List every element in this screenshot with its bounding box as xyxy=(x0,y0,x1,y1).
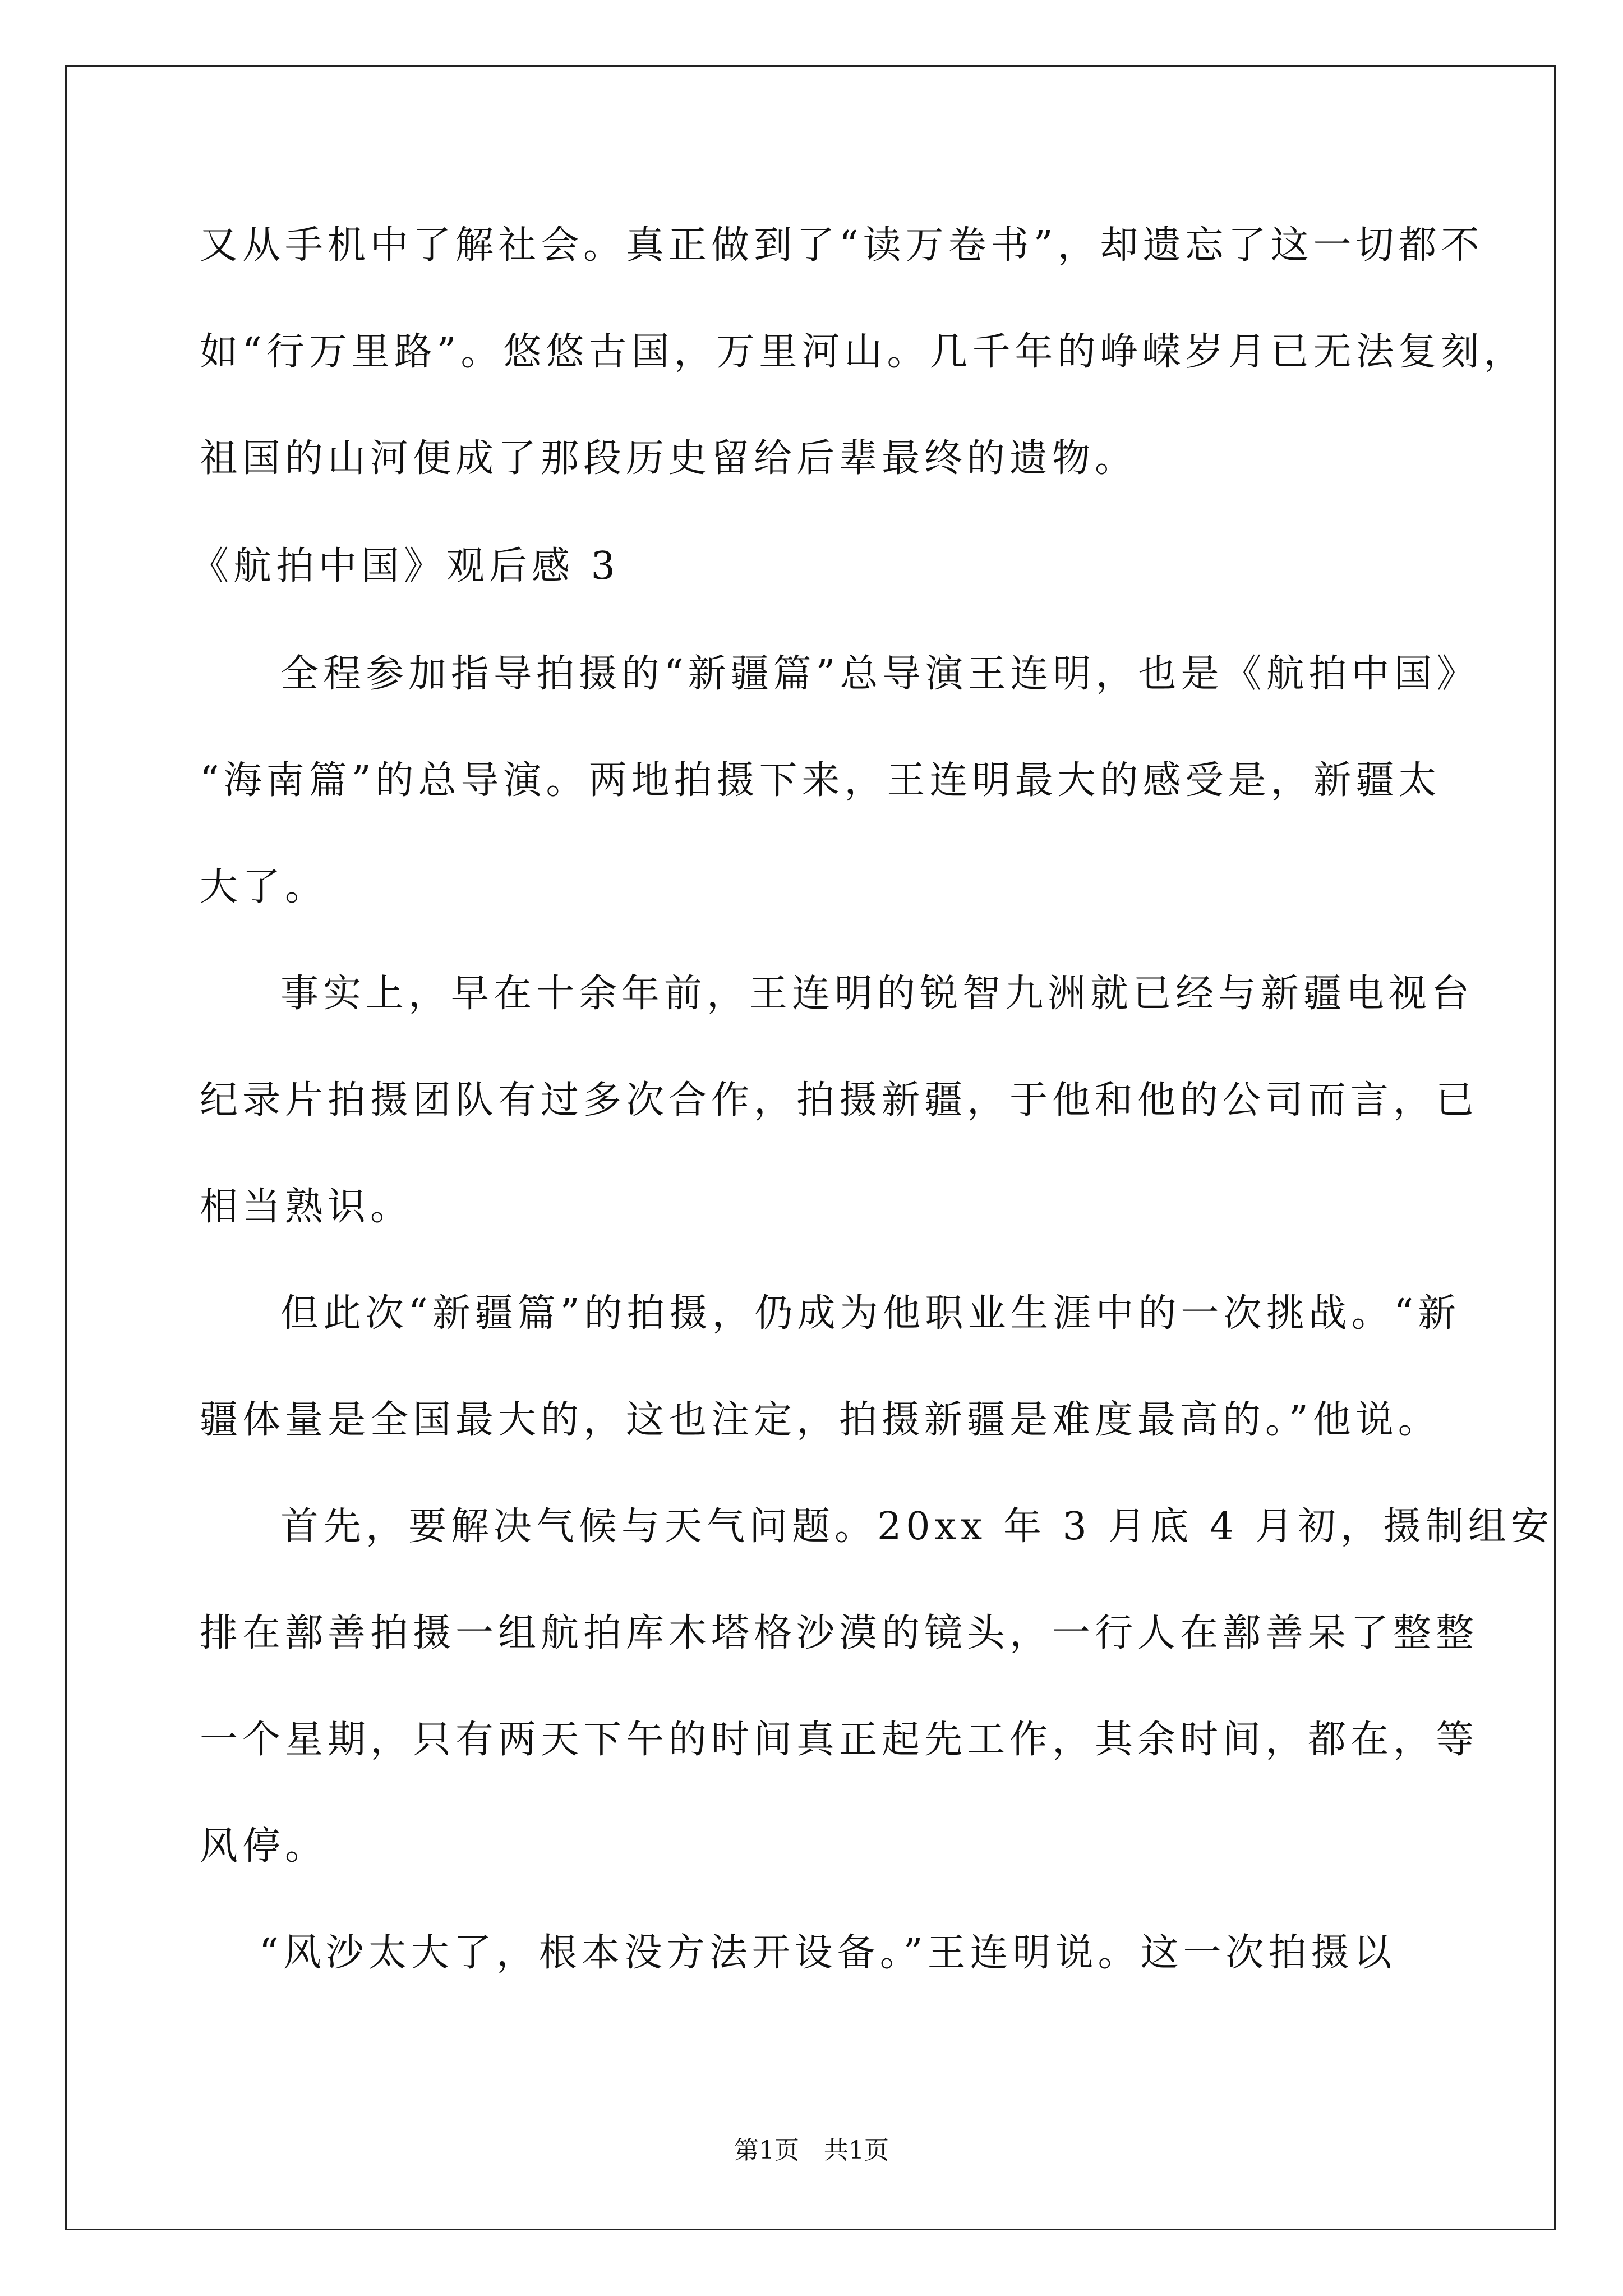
text-line: 如“行万里路”。悠悠古国，万里河山。几千年的峥嵘岁月已无法复刻， xyxy=(200,330,1527,374)
text-line: 但此次“新疆篇”的拍摄，仍成为他职业生涯中的一次挑战。“新 xyxy=(280,1291,1461,1336)
text-line: 首先，要解决气候与天气问题。20xx 年 3 月底 4 月初，摄制组安 xyxy=(280,1504,1553,1549)
text-line: 一个星期，只有两天下午的时间真正起先工作，其余时间，都在，等 xyxy=(200,1718,1479,1762)
page-border xyxy=(65,65,1556,2230)
text-line: 排在鄯善拍摄一组航拍库木塔格沙漠的镜头，一行人在鄯善呆了整整 xyxy=(200,1611,1479,1655)
section-title: 《航拍中国》观后感 3 xyxy=(191,544,620,588)
page-number: 第1页 共1页 xyxy=(734,2136,889,2165)
text-line: 祖国的山河便成了那段历史留给后辈最终的遗物。 xyxy=(200,436,1138,481)
text-line: 纪录片拍摄团队有过多次合作，拍摄新疆，于他和他的公司而言，已 xyxy=(200,1078,1479,1122)
text-line: “风沙太大了，根本没方法开设备。”王连明说。这一次拍摄以 xyxy=(259,1931,1396,1975)
text-line: 疆体量是全国最大的，这也注定，拍摄新疆是难度最高的。”他说。 xyxy=(200,1398,1441,1442)
text-line: 全程参加指导拍摄的“新疆篇”总导演王连明，也是《航拍中国》 xyxy=(280,652,1479,696)
text-line: 风停。 xyxy=(200,1824,328,1869)
text-line: 大了。 xyxy=(200,865,328,909)
text-line: 相当熟识。 xyxy=(200,1185,413,1229)
text-line: “海南篇”的总导演。两地拍摄下来，王连明最大的感受是，新疆太 xyxy=(200,758,1441,803)
text-line: 事实上，早在十余年前，王连明的锐智九洲就已经与新疆电视台 xyxy=(280,972,1474,1016)
text-line: 又从手机中了解社会。真正做到了“读万卷书”，却遗忘了这一切都不 xyxy=(200,223,1484,268)
